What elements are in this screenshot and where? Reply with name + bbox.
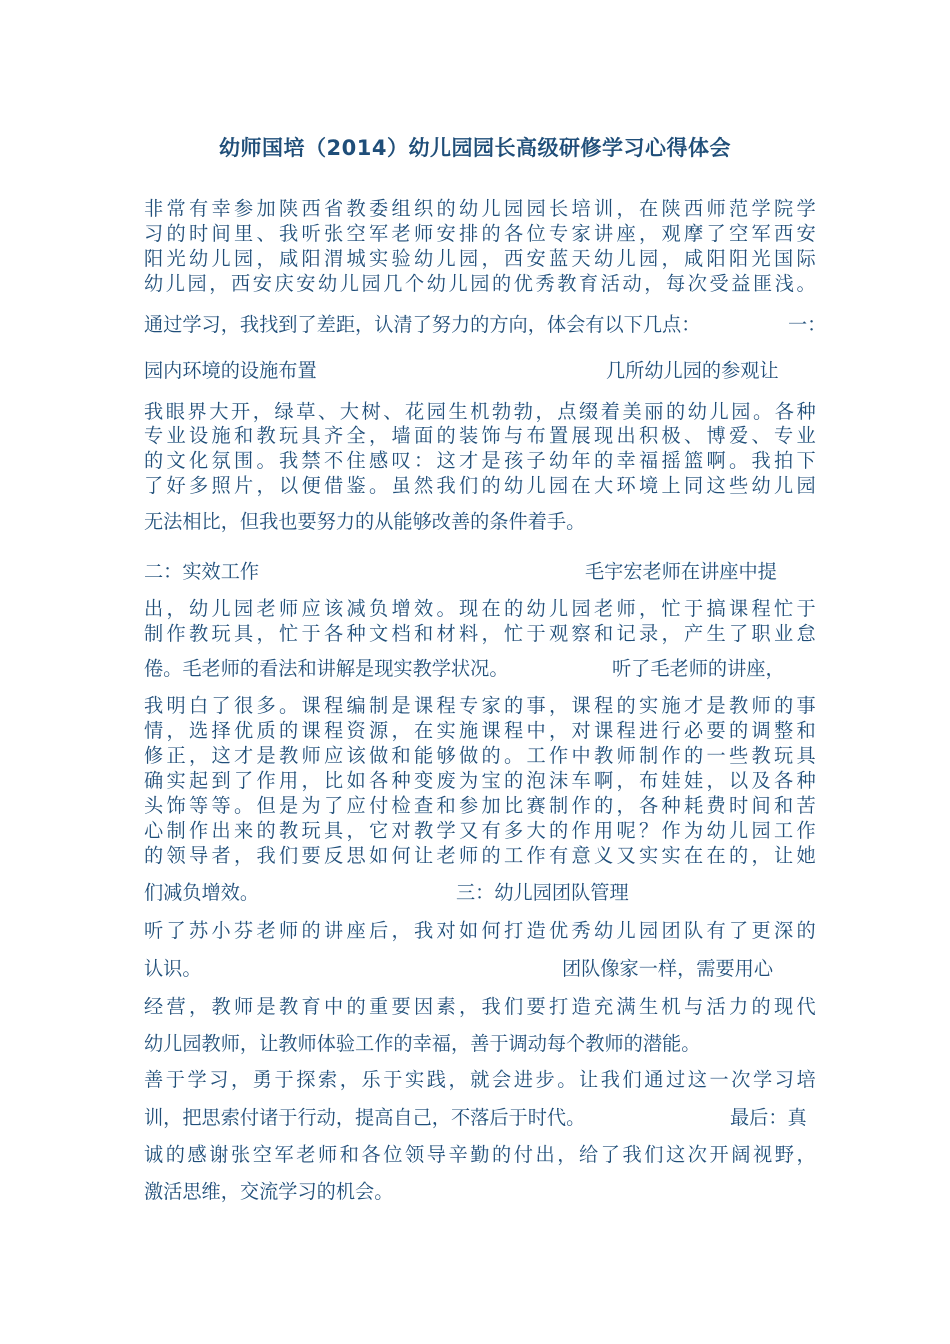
paragraph-line: 头 饰 等 等 。 但 是 为 了 应 付 检 查 和 参 加 比 赛 制 作 的 ， 各 种 耗 费 时 间 和 苦 bbox=[144, 794, 816, 817]
paragraph-line: 毛宇宏老师在讲座中提 bbox=[585, 560, 777, 583]
paragraph-line: 心 制 作 出 来 的 教 玩 具 ， 它 对 教 学 又 有 多 大 的 作 用 呢 ？ 作 为 幼 儿 园 工 作 bbox=[144, 819, 816, 842]
paragraph-line: 倦。毛老师的看法和讲解是现实教学状况。 bbox=[144, 657, 509, 680]
paragraph-line: 几所幼儿园的参观让 bbox=[606, 359, 779, 382]
paragraph-line: 听了毛老师的讲座， bbox=[612, 657, 785, 680]
paragraph-line: 幼 儿 园 ， 西 安 庆 安 幼 儿 园 几 个 幼 儿 园 的 优 秀 教 育 活 动 ， 每 次 受 益 匪 浅 。 bbox=[144, 272, 816, 295]
paragraph-line: 善 于 学 习 ， 勇 于 探 索 ， 乐 于 实 践 ， 就 会 进 步 。 让 我 们 通 过 这 一 次 学 习 培 bbox=[144, 1068, 816, 1091]
paragraph-line: 们减负增效。 bbox=[144, 881, 260, 904]
paragraph-line: 诚 的 感 谢 张 空 军 老 师 和 各 位 领 导 辛 勤 的 付 出 ， 给 了 我 们 这 次 开 阔 视 野 ， bbox=[144, 1143, 816, 1166]
paragraph-line: 的 文 化 氛 围 。 我 禁 不 住 感 叹 ： 这 才 是 孩 子 幼 年 的 幸 福 摇 篮 啊 。 我 拍 下 bbox=[144, 449, 816, 472]
paragraph-line: 非 常 有 幸 参 加 陕 西 省 教 委 组 织 的 幼 儿 园 园 长 培 训 ， 在 陕 西 师 范 学 院 学 bbox=[144, 197, 816, 220]
paragraph-line: 情 ， 选 择 优 质 的 课 程 资 源 ， 在 实 施 课 程 中 ， 对 课 程 进 行 必 要 的 调 整 和 bbox=[144, 719, 816, 742]
paragraph-line: 团队像家一样，需要用心 bbox=[562, 957, 774, 980]
paragraph-line: 训，把思索付诸于行动，提高自己，不落后于时代。 bbox=[144, 1106, 586, 1129]
paragraph-line: 无法相比，但我也要努力的从能够改善的条件着手。 bbox=[144, 510, 586, 533]
paragraph-line: 听 了 苏 小 芬 老 师 的 讲 座 后 ， 我 对 如 何 打 造 优 秀 幼 儿 园 团 队 有 了 更 深 的 bbox=[144, 919, 816, 942]
paragraph-line: 经 营 ， 教 师 是 教 育 中 的 重 要 因 素 ， 我 们 要 打 造 充 满 生 机 与 活 力 的 现 代 bbox=[144, 995, 816, 1018]
section-three-heading: 三：幼儿园团队管理 bbox=[456, 881, 629, 904]
section-one-marker: 一： bbox=[788, 313, 827, 336]
paragraph-line: 幼儿园教师，让教师体验工作的幸福，善于调动每个教师的潜能。 bbox=[144, 1032, 701, 1055]
paragraph-line: 我 眼 界 大 开 ， 绿 草 、 大 树 、 花 园 生 机 勃 勃 ， 点 缀 着 美 丽 的 幼 儿 园 。 各 种 bbox=[144, 400, 816, 423]
paragraph-line: 确 实 起 到 了 作 用 ， 比 如 各 种 变 废 为 宝 的 泡 沫 车 啊 ， 布 娃 娃 ， 以 及 各 种 bbox=[144, 769, 816, 792]
paragraph-line: 阳 光 幼 儿 园 ， 咸 阳 渭 城 实 验 幼 儿 园 ， 西 安 蓝 天 幼 儿 园 ， 咸 阳 阳 光 国 际 bbox=[144, 247, 816, 270]
paragraph-line: 习 的 时 间 里 、 我 听 张 空 军 老 师 安 排 的 各 位 专 家 讲 座 ， 观 摩 了 空 军 西 安 bbox=[144, 222, 816, 245]
paragraph-line: 我 明 白 了 很 多 。 课 程 编 制 是 课 程 专 家 的 事 ， 课 程 的 实 施 才 是 教 师 的 事 bbox=[144, 694, 816, 717]
paragraph-line: 专 业 设 施 和 教 玩 具 齐 全 ， 墙 面 的 装 饰 与 布 置 展 现 出 积 极 、 博 爱 、 专 业 bbox=[144, 424, 816, 447]
paragraph-line: 通过学习，我找到了差距，认清了努力的方向，体会有以下几点： bbox=[144, 313, 701, 336]
paragraph-line: 认识。 bbox=[144, 957, 202, 980]
paragraph-line: 修 正 ， 这 才 是 教 师 应 该 做 和 能 够 做 的 。 工 作 中 教 师 制 作 的 一 些 教 玩 具 bbox=[144, 744, 816, 767]
paragraph-line: 的 领 导 者 ， 我 们 要 反 思 如 何 让 老 师 的 工 作 有 意 义 又 实 实 在 在 的 ， 让 她 bbox=[144, 844, 816, 867]
paragraph-line: 了 好 多 照 片 ， 以 便 借 鉴 。 虽 然 我 们 的 幼 儿 园 在 大 环 境 上 同 这 些 幼 儿 园 bbox=[144, 474, 816, 497]
document-title: 幼师国培（2014）幼儿园园长高级研修学习心得体会 bbox=[219, 136, 731, 160]
paragraph-line: 出 ， 幼 儿 园 老 师 应 该 减 负 增 效 。 现 在 的 幼 儿 园 老 师 ， 忙 于 搞 课 程 忙 于 bbox=[144, 597, 816, 620]
section-one-heading: 园内环境的设施布置 bbox=[144, 359, 317, 382]
conclusion-marker: 最后：真 bbox=[730, 1106, 807, 1129]
section-two-heading: 二：实效工作 bbox=[144, 560, 260, 583]
paragraph-line: 激活思维，交流学习的机会。 bbox=[144, 1180, 394, 1203]
paragraph-line: 制 作 教 玩 具 ， 忙 于 各 种 文 档 和 材 料 ， 忙 于 观 察 和 记 录 ， 产 生 了 职 业 怠 bbox=[144, 622, 816, 645]
